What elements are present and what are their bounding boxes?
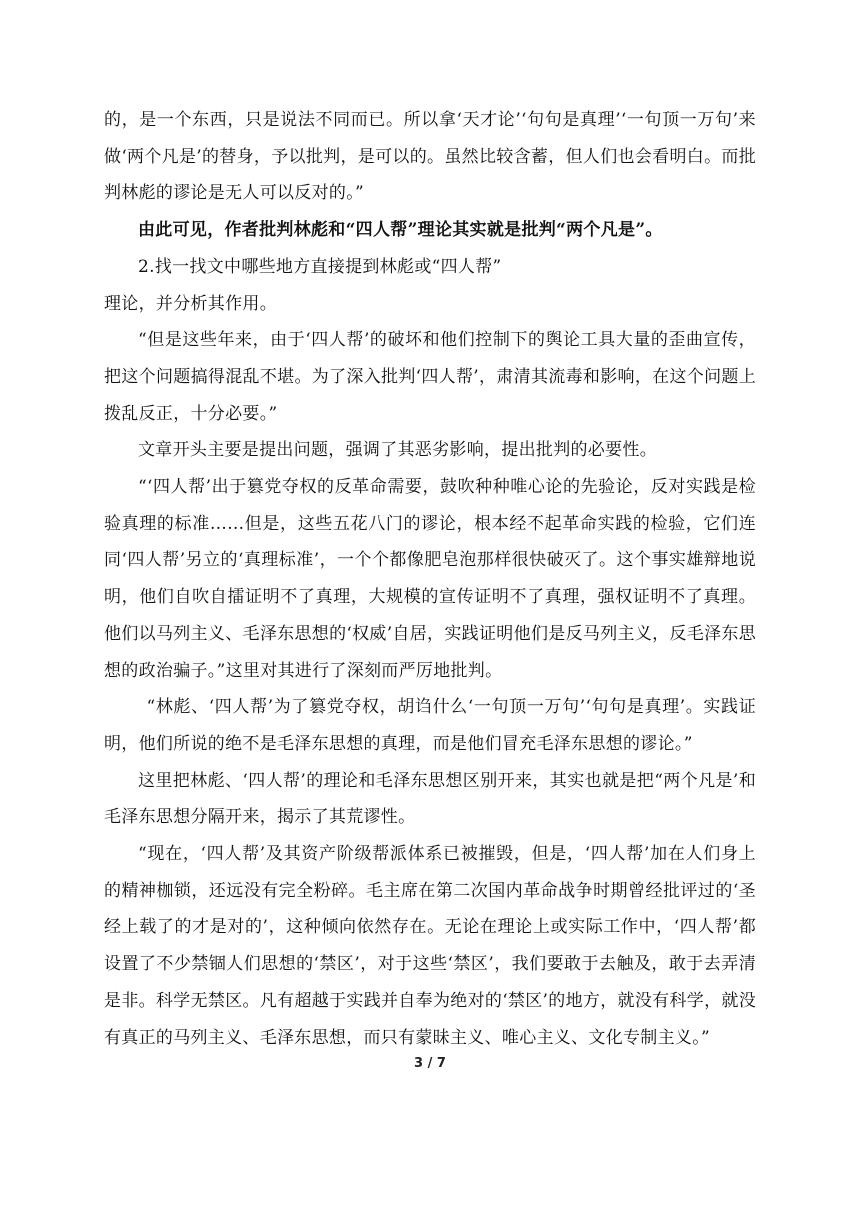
analysis-paragraph-1: 文章开头主要是提出问题，强调了其恶劣影响，提出批判的必要性。 xyxy=(138,440,657,461)
page-number: 3 / 7 xyxy=(414,1056,446,1071)
quote-paragraph-2: “‘四人帮’出于篡党夺权的反革命需要，鼓吹种种唯心论的先验论，反对实践是检验真理的标准……但是，这些五花八门的谬论，根本经不起革命实践的检验，它们连同‘四人帮’另立的‘真理标准’，一个个都像肥皂泡那样很快破灭了。这个事实雄辩地说明，他们自吹自擂证明不了真理，大规模的宣传证明不了真理，强权证明不了真理。他们以马列主义、毛泽东思想的‘权威’自居，实践证明他们是反马列主义，反毛泽东思想的政治骗子。”这里对其进行了深刻而严厉地批判。 xyxy=(104,477,756,681)
document-body xyxy=(104,102,756,1056)
paragraph-continuation: 的，是一个东西，只是说法不同而已。所以拿‘天才论’‘句句是真理’‘一句顶一万句’来做‘两个凡是’的替身，予以批判，是可以的。虽然比较含蓄，但人们也会看明白。而批判林彪的谬论是无人可以反对的。” xyxy=(104,110,756,204)
question-heading: 2.找一找文中哪些地方直接提到林彪或“四人帮” xyxy=(138,256,502,277)
quote-paragraph-4: “现在，‘四人帮’及其资产阶级帮派体系已被摧毁，但是，‘四人帮’加在人们身上的精神枷锁，还远没有完全粉碎。毛主席在第二次国内革命战争时期曾经批评过的‘圣经上载了的才是对的’，这种倾向依然存在。无论在理论上或实际工作中，‘四人帮’都设置了不少禁锢人们思想的‘禁区’，对于这些‘禁区’，我们要敢于去触及，敢于去弄清是非。科学无禁区。凡有超越于实践并自奉为绝对的‘禁区’的地方，就没有科学，就没有真正的马列主义、毛泽东思想，而只有蒙昧主义、唯心主义、文化专制主义。” xyxy=(104,844,756,1048)
analysis-paragraph-2: 这里把林彪、‘四人帮’的理论和毛泽东思想区别开来，其实也就是把“两个凡是’和毛泽东思想分隔开来，揭示了其荒谬性。 xyxy=(104,770,756,828)
quote-paragraph-3: “林彪、‘四人帮’为了篡党夺权，胡诌什么‘一句顶一万句’‘句句是真理’。实践证明，他们所说的绝不是毛泽东思想的真理，而是他们冒充毛泽东思想的谬论。” xyxy=(104,697,756,754)
quote-paragraph-1: “但是这些年来，由于‘四人帮’的破坏和他们控制下的舆论工具大量的歪曲宣传，把这个问题搞得混乱不堪。为了深入批判‘四人帮’，肃清其流毒和影响，在这个问题上拨乱反正，十分必要。” xyxy=(104,330,756,424)
question-heading-cont: 理论，并分析其作用。 xyxy=(104,293,277,314)
paragraph-conclusion: 由此可见，作者批判林彪和“四人帮”理论其实就是批判“两个凡是”。 xyxy=(138,220,663,241)
